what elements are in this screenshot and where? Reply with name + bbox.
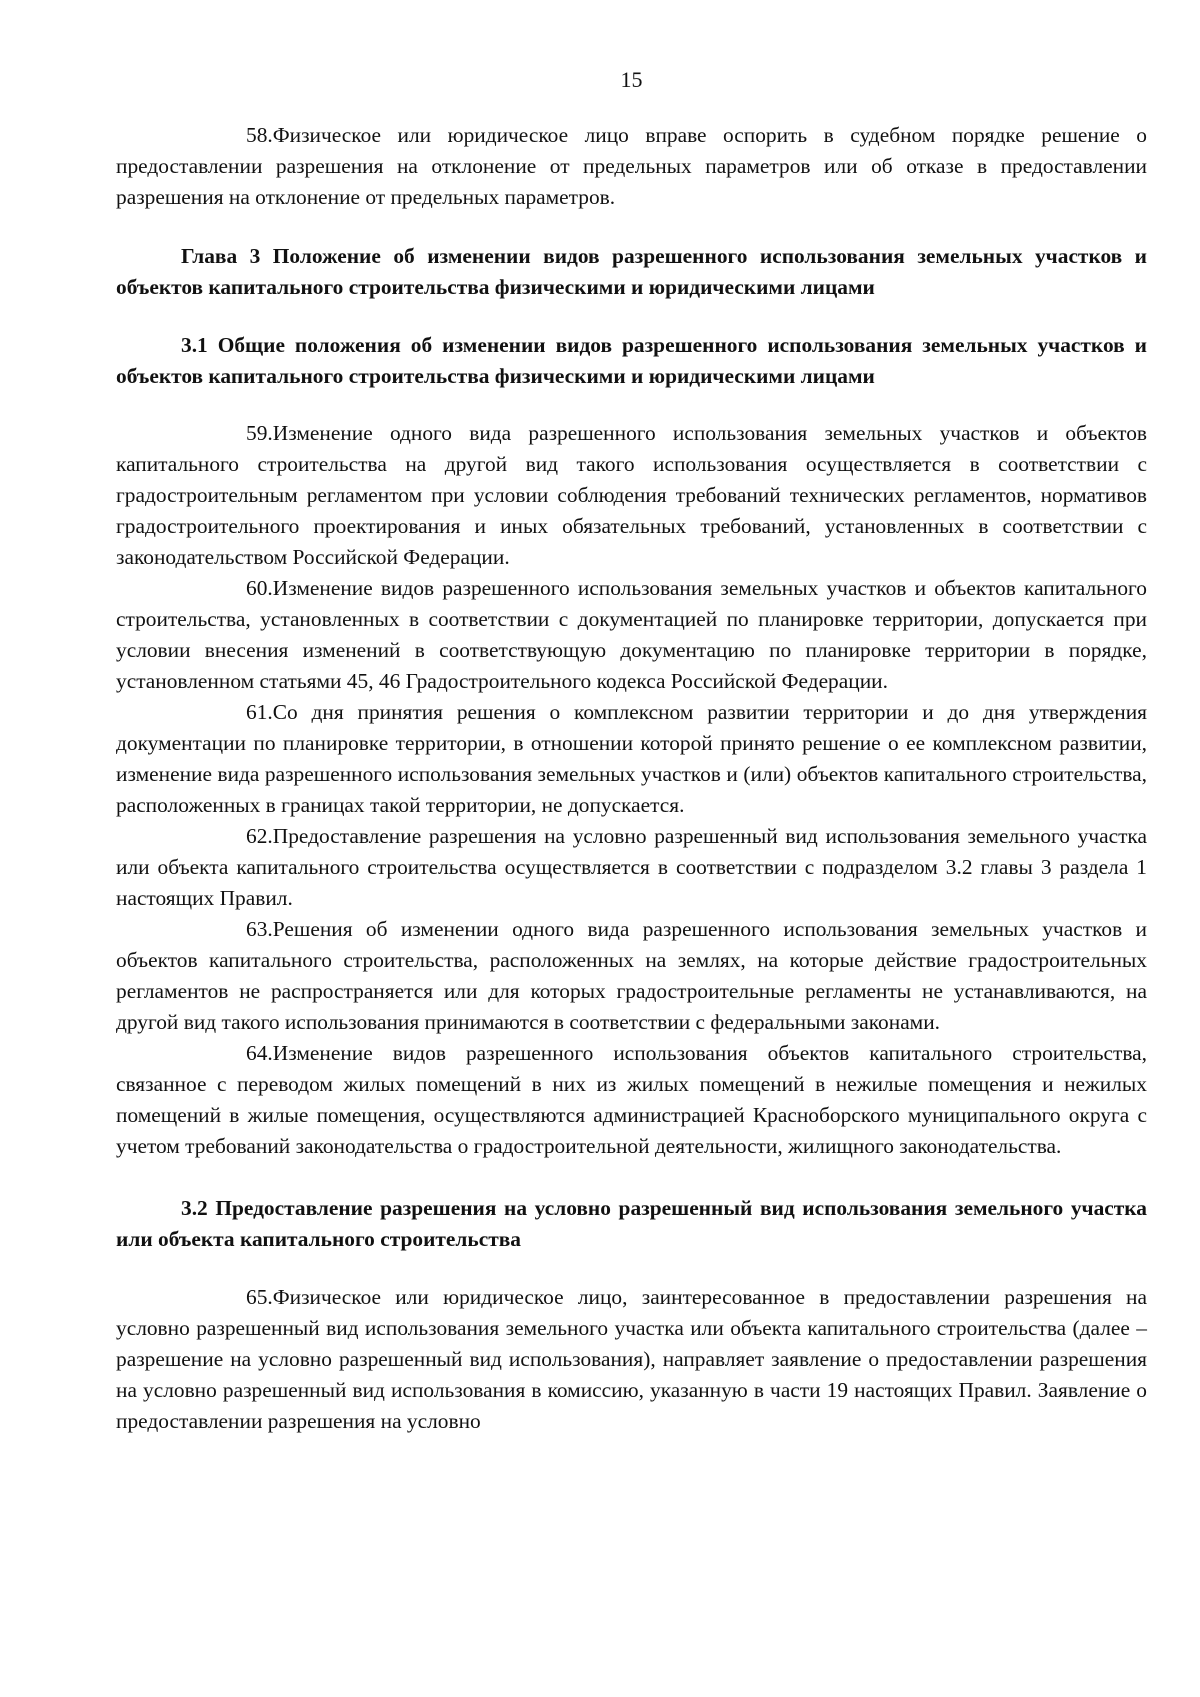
paragraph-number: 60. [246,576,273,600]
paragraph-61 [116,697,1147,821]
paragraph-text: Изменение одного вида разрешенного использования земельных участков и объектов капитального строительства на другой вид такого использования осуществляется в соответствии с градостроительным регламентом при условии соблюдения требований технических регламентов, нормативов градостроительного проектирования и иных обязательных требований, установленных в соответствии с законодательством Российской Федерации. [116,421,1147,569]
paragraph-59 [116,418,1147,573]
paragraph-text: Физическое или юридическое лицо, заинтересованное в предоставлении разрешения на условно разрешенный вид использования земельного участка или объекта капитального строительства (далее – разрешение на условно разрешенный вид использования), направляет заявление о предоставлении разрешения на условно разрешенный вид использования в комиссию, указанную в части 19 настоящих Правил. Заявление о предоставлении разрешения на условно [116,1285,1147,1433]
paragraph-number: 61. [246,700,273,724]
section-heading-3-2: 3.2 Предоставление разрешения на условно разрешенный вид использования земельного участка или объекта капитального строительства [116,1196,1147,1251]
paragraph-number: 64. [246,1041,273,1065]
section-heading-3-1: 3.1 Общие положения об изменении видов разрешенного использования земельных участков и объектов капитального строительства физическими и юридическими лицами [116,333,1147,388]
paragraph-58 [116,120,1147,213]
paragraph-60 [116,573,1147,697]
chapter-heading: Глава 3 Положение об изменении видов разрешенного использования земельных участков и объектов капитального строительства физическими и юридическими лицами [116,244,1147,299]
paragraph-text: Решения об изменении одного вида разрешенного использования земельных участков и объектов капитального строительства, расположенных на землях, на которые действие градостроительных регламентов не распространяется или для которых градостроительные регламенты не устанавливаются, на другой вид такого использования принимаются в соответствии с федеральными законами. [116,917,1147,1034]
paragraph-number: 62. [246,824,273,848]
paragraph-62 [116,821,1147,914]
paragraph-number: 58. [246,123,273,147]
paragraph-text: Физическое или юридическое лицо вправе оспорить в судебном порядке решение о предоставлении разрешения на отклонение от предельных параметров или об отказе в предоставлении разрешения на отклонение от предельных параметров. [116,123,1147,209]
paragraph-64 [116,1038,1147,1162]
paragraph-text: Со дня принятия решения о комплексном развитии территории и до дня утверждения документации по планировке территории, в отношении которой принято решение о ее комплексном развитии, изменение вида разрешенного использования земельных участков и (или) объектов капитального строительства, расположенных в границах такой территории, не допускается. [116,700,1147,817]
page-number: 15 [620,67,643,92]
paragraph-text: Предоставление разрешения на условно разрешенный вид использования земельного участка или объекта капитального строительства осуществляется в соответствии с подразделом 3.2 главы 3 раздела 1 настоящих Правил. [116,824,1147,910]
paragraph-text: Изменение видов разрешенного использования объектов капитального строительства, связанное с переводом жилых помещений в них из жилых помещений в нежилые помещения и нежилых помещений в жилые помещения, осуществляются администрацией Красноборского муниципального округа с учетом требований законодательства о градостроительной деятельности, жилищного законодательства. [116,1041,1147,1158]
paragraph-number: 59. [246,421,273,445]
paragraph-text: Изменение видов разрешенного использования земельных участков и объектов капитального строительства, установленных в соответствии с документацией по планировке территории, допускается при условии внесения изменений в соответствующую документацию по планировке территории в порядке, установленном статьями 45, 46 Градостроительного кодекса Российской Федерации. [116,576,1147,693]
paragraph-63 [116,914,1147,1038]
paragraph-number: 65. [246,1285,273,1309]
document-page [116,66,1147,1437]
paragraph-number: 63. [246,917,273,941]
paragraph-65 [116,1282,1147,1437]
